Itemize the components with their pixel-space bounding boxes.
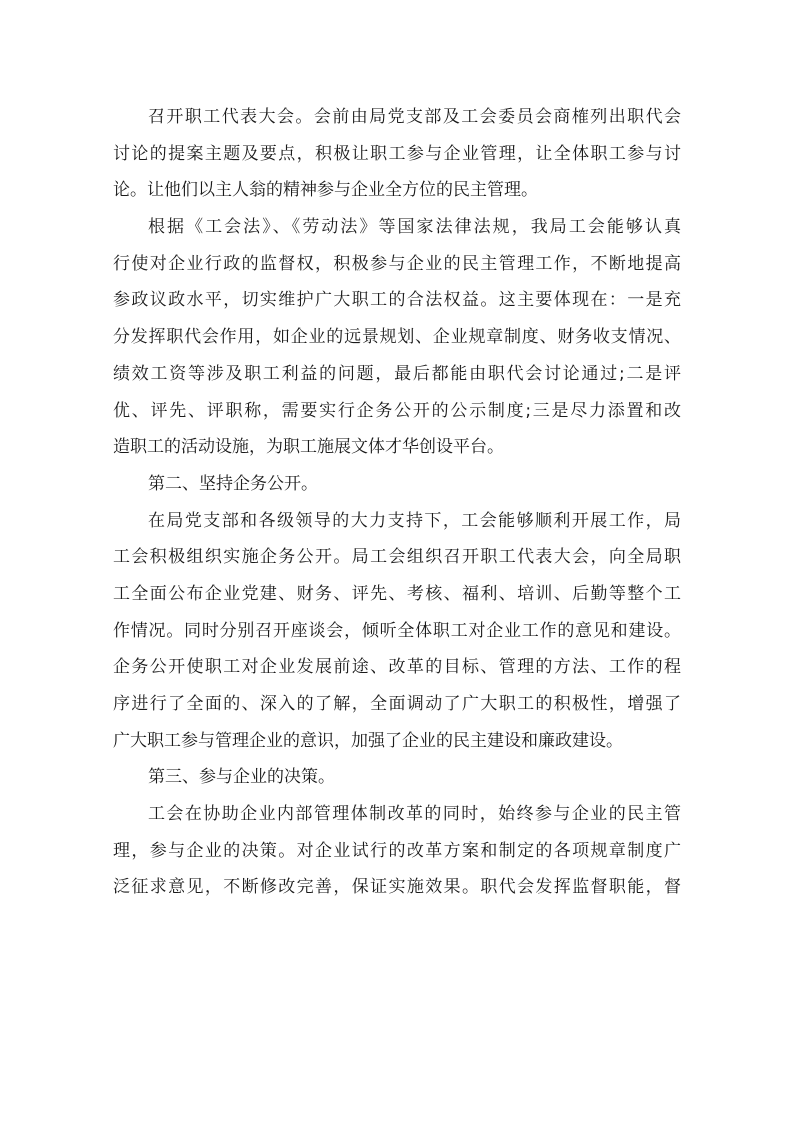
text-line: 召开职工代表大会。会前由局党支部及工会委员会商榷列出职代会 xyxy=(148,107,681,127)
text-line: 企务公开使职工对企业发展前途、改革的目标、管理的方法、工作的程 xyxy=(113,657,681,678)
text-line: 根据《工会法》、《劳动法》等国家法律法规，我局工会能够认真 xyxy=(148,217,681,238)
text-line: 论。让他们以主人翁的精神参与企业全方位的民主管理。 xyxy=(113,180,538,201)
text-line: 行使对企业行政的监督权，积极参与企业的民主管理工作，不断地提高 xyxy=(113,253,681,274)
document-body xyxy=(113,99,681,906)
text-line: 在局党支部和各级领导的大力支持下，工会能够顺利开展工作，局 xyxy=(148,510,681,531)
text-line: 造职工的活动设施，为职工施展文体才华创设平台。 xyxy=(113,437,504,458)
text-line: 第二、坚持企务公开。 xyxy=(148,473,318,494)
text-line: 序进行了全面的、深入的了解，全面调动了广大职工的积极性，增强了 xyxy=(113,694,681,714)
text-line: 讨论的提案主题及要点，积极让职工参与企业管理，让全体职工参与讨 xyxy=(113,143,681,164)
text-line: 广大职工参与管理企业的意识，加强了企业的民主建设和廉政建设。 xyxy=(113,730,623,751)
text-line: 分发挥职代会作用，如企业的远景规划、企业规章制度、财务收支情况、 xyxy=(113,327,681,348)
text-line: 绩效工资等涉及职工利益的问题，最后都能由职代会讨论通过;二是评 xyxy=(113,363,681,384)
text-line: 优、评先、评职称，需要实行企务公开的公示制度;三是尽力添置和改 xyxy=(113,400,681,421)
text-line: 作情况。同时分别召开座谈会，倾听全体职工对企业工作的意见和建设。 xyxy=(113,620,681,641)
text-line: 泛征求意见，不断修改完善，保证实施效果。职代会发挥监督职能，督 xyxy=(113,877,681,898)
text-line: 第三、参与企业的决策。 xyxy=(148,767,335,788)
text-line: 参政议政水平，切实维护广大职工的合法权益。这主要体现在：一是充 xyxy=(113,290,681,311)
text-line: 理，参与企业的决策。对企业试行的改革方案和制定的各项规章制度广 xyxy=(113,840,681,861)
text-line: 工会积极组织实施企务公开。局工会组织召开职工代表大会，向全局职 xyxy=(113,547,681,568)
text-line: 工全面公布企业党建、财务、评先、考核、福利、培训、后勤等整个工 xyxy=(113,583,681,604)
text-line: 工会在协助企业内部管理体制改革的同时，始终参与企业的民主管 xyxy=(148,804,681,825)
